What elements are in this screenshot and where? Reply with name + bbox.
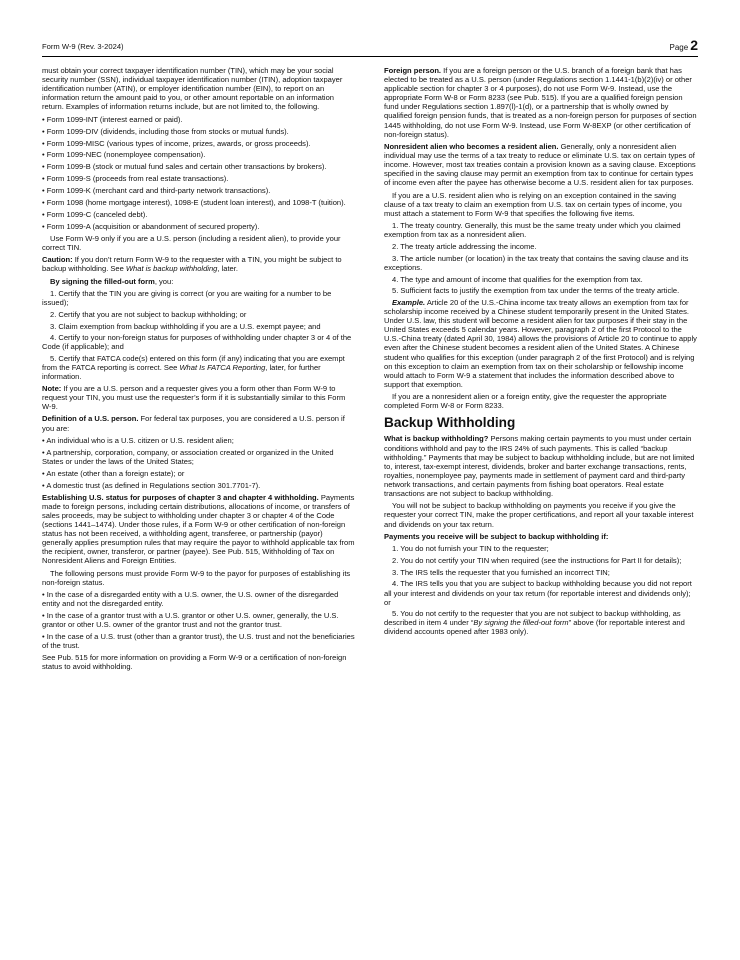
intro-paragraph: must obtain your correct taxpayer identification number (TIN), which may be your social security number (SSN), individual taxpayer identification number (ITIN), adoption taxpayer identification number (ATIN), or employer identification number (EIN), to report on an information return the amount paid to you, or other amount reportable on an information return. Examples of information returns include, but are not limited to, the following. [42,66,343,112]
use-w9-paragraph: Use Form W-9 only if you are a U.S. person (including a resident alien), to provide your correct TIN. [42,233,341,252]
following-persons-paragraph: The following persons must provide Form W-9 to the payor for purposes of establishing its non-foreign status. [42,568,351,587]
payment-item-3: 3. The IRS tells the requester that you furnished an incorrect TIN; [392,567,610,577]
caution-reference: What is backup withholding [125,264,218,274]
treaty-item-1: 1. The treaty country. Generally, this must be the same treaty under which you claimed exemption from tax as a nonresident alien. [384,221,681,240]
definition-bullet-individual: • An individual who is a U.S. citizen or U.S. resident alien; [42,435,234,445]
payments-subject-heading: Payments you receive will be subject to backup withholding if: [384,531,609,541]
payment-item-5: 5. You do not certify to the requester that you are not subject to backup withholding, as described in item 4 under “By signing the filled-out form” above (for reportable interest and dividend accounts opened after 1983 only). [384,609,685,637]
signing-item-2: 2. Certify that you are not subject to backup withholding; or [50,309,247,319]
signing-paragraph: By signing the filled-out form, you: [50,276,174,286]
note-paragraph: Note: If you are a U.S. person and a requester gives you a form other than Form W-9 to request your TIN, you must use the requester’s form if it is substantially similar to this Form W-9. [42,383,346,412]
treaty-item-5: 5. Sufficient facts to justify the exemption from tax under the terms of the treaty article. [392,286,680,296]
form-identifier: Form W-9 (Rev. 3-2024) [42,42,124,51]
signing-item-1: 1. Certify that the TIN you are giving is correct (or you are waiting for a number to be issued); [42,289,332,308]
bullet-1099-a: • Form 1099-A (acquisition or abandonment of secured property). [42,221,260,231]
pub515-paragraph: See Pub. 515 for more information on providing a Form W-9 or a certification of non-foreign status to avoid withholding. [42,653,347,672]
definition-bullet-trust: • A domestic trust (as defined in Regulations section 301.7701-7). [42,480,261,490]
bullet-1099-nec: • Form 1099-NEC (nonemployee compensation). [42,150,206,160]
example-label: Example. [392,298,426,308]
nonresident-give-paragraph: If you are a nonresident alien or a foreign entity, give the requester the appropriate completed Form W-8 or Form 8233. [384,392,667,411]
signing-item-3: 3. Claim exemption from backup withholding if you are a U.S. exempt payee; and [50,321,321,331]
foreign-person-label: Foreign person. [384,66,442,75]
not-subject-paragraph: You will not be subject to backup withholding on payments you receive if you give the requester your correct TIN, make the proper certifications, and report all your taxable interest and dividends on your tax return. [384,501,694,529]
payment-item-4: 4. The IRS tells you that you are subject to backup withholding because you did not report all your interest and dividends on your tax return (for reportable interest and dividends only); or [384,579,692,607]
bullet-1099-s: • Form 1099-S (proceeds from real estate transactions). [42,174,229,184]
status-bullet-us-trust: • In the case of a U.S. trust (other than a grantor trust), the U.S. trust and not the beneficiaries of the trust. [42,632,355,651]
bullet-1099-b: • Form 1099-B (stock or mutual fund sales and certain other transactions by brokers). [42,162,327,172]
page-word: Page [669,43,689,52]
page-header [42,37,698,54]
fatca-reference: What Is FATCA Reporting [179,363,266,373]
caution-label: Caution: [42,255,73,265]
treaty-item-4: 4. The type and amount of income that qualifies for the exemption from tax. [392,274,643,284]
signing-item-5: 5. Certify that FATCA code(s) entered on this form (if any) indicating that you are exempt from the FATCA reporting is correct. See What Is FATCA Reporting, later, for further information. [42,353,345,382]
example-paragraph: Example. Article 20 of the U.S.-China income tax treaty allows an exemption from tax for scholarship income received by a Chinese student temporarily present in the United States. Under U.S. law, this student will become a resident alien for tax purposes if their stay in the United States exceeds 5 calendar years. However, paragraph 2 of the first Protocol to the U.S.-China treaty (dated April 30, 1984) allows the provisions of Article 20 to continue to apply even after the Chinese student becomes a resident alien of the United States. A Chinese student who qualifies for this exception (under paragraph 2 of the first Protocol) and is relying on this exception to claim an exemption from tax on their scholarship or fellowship income would attach to Form W-9 a statement that includes the information described above to support that exemption. [384,298,697,389]
what-is-backup-label: What is backup withholding? [384,434,489,444]
page-number: 2 [690,37,698,53]
bullet-1098: • Form 1098 (home mortgage interest), 1098-E (student loan interest), and 1098-T (tuition). [42,198,346,207]
treaty-item-3: 3. The article number (or location) in the tax treaty that contains the saving clause and its exceptions. [384,253,689,272]
bullet-1099-div: • Form 1099-DIV (dividends, including those from stocks or mutual funds). [42,126,289,136]
left-column [42,66,355,675]
bullet-1099-int: • Form 1099-INT (interest earned or paid). [42,114,183,124]
status-bullet-grantor: • In the case of a grantor trust with a U.S. grantor or other U.S. owner, generally, the U.S. grantor or other U.S. owner of the grantor trust and not the grantor trust. [42,611,339,630]
bullet-1099-c: • Form 1099-C (canceled debt). [42,209,148,219]
payment-item-1: 1. You do not furnish your TIN to the requester; [392,544,549,554]
definition-bullet-partnership: • A partnership, corporation, company, or association created or organized in the United States or under the laws of the United States; [42,447,334,466]
page-number-label [670,37,698,53]
foreign-person-paragraph: Foreign person. If you are a foreign person or the U.S. branch of a foreign bank that has elected to be treated as a U.S. person (under Regulations section 1.1441-1(b)(2)(iv) or other applicable section for chapter 3 or 4 purposes), do not use Form W-9. Instead, use the appropriate Form W-8 or Form 8233 (see Pub. 515). If you are a qualified foreign pension fund under Regulations section 1.897(l)-1(d), or a partnership that is wholly owned by qualified foreign pension funds, that is treated as a non-foreign person for purposes of section 1445 withholding, do not use Form W-9. Instead, use Form W-8EXP (or other certification of non-foreign status). [384,66,697,139]
signing-form-reference: By signing the filled-out form [473,618,569,628]
bullet-1099-misc: • Form 1099-MISC (various types of income, prizes, awards, or gross proceeds). [42,138,311,148]
treaty-item-2: 2. The treaty article addressing the income. [392,242,537,252]
nonresident-alien-label: Nonresident alien who becomes a resident alien. [384,142,559,152]
establishing-status-label: Establishing U.S. status for purposes of chapter 3 and chapter 4 withholding. [42,492,319,502]
caution-paragraph: Caution: If you don’t return Form W-9 to the requester with a TIN, you might be subject to backup withholding. See What is backup withholding, later. [42,255,342,274]
status-bullet-disregarded: • In the case of a disregarded entity with a U.S. owner, the U.S. owner of the disregarded entity and not the disregarded entity. [42,590,339,609]
right-column [384,66,698,639]
definition-bullet-estate: • An estate (other than a foreign estate); or [42,468,185,478]
definition-label: Definition of a U.S. person. [42,414,139,424]
what-is-backup-paragraph: What is backup withholding? Persons making certain payments to you must under certain conditions withhold and pay to the IRS 24% of such payments. This is called “backup withholding.” Payments that may be subject to backup withholding include, but are not limited to, interest, tax-exempt interest, dividends, broker and barter exchange transactions, rents, royalties, nonemployee pay, payments made in settlement of payment card and third-party network transactions, and certain payments from fishing boat operators. Real estate transactions are not subject to backup withholding. [384,434,695,498]
nonresident-alien-paragraph: Nonresident alien who becomes a resident alien. Generally, only a nonresident alien individual may use the terms of a tax treaty to reduce or eliminate U.S. tax on certain types of income. However, most tax treaties contain a provision known as a saving clause. Exceptions specified in the saving clause may permit an exemption from tax to continue for certain types of income even after the payee has otherwise become a U.S. resident alien for tax purposes. [384,142,696,188]
treaty-paragraph: If you are a U.S. resident alien who is relying on an exception contained in the saving clause of a tax treaty to claim an exemption from U.S. tax on certain types of income, you must attach a statement to Form W-9 that specifies the following five items. [384,190,682,218]
note-label: Note: [42,383,62,393]
establishing-status-paragraph: Establishing U.S. status for purposes of chapter 3 and chapter 4 withholding. Payments made to foreign persons, including certain distributions, allocations of income, or transfers of sales proceeds, may be subject to withholding under chapter 3 or chapter 4 of the Code (sections 1441–1474). Under those rules, if a Form W-9 or other certification of non-foreign status has not been received, a withholding agent, transferee, or partnership (payor) generally applies presumption rules that may require the payor to withhold applicable tax from the recipient, owner, transferor, or partner (payee). See Pub. 515, Withholding of Tax on Nonresident Aliens and Foreign Entities. [42,492,355,566]
definition-paragraph: Definition of a U.S. person. For federal tax purposes, you are considered a U.S. person if you are: [42,414,345,433]
header-rule [42,56,698,57]
bullet-1099-k: • Form 1099-K (merchant card and third-party network transactions). [42,186,271,196]
payment-item-2: 2. You do not certify your TIN when required (see the instructions for Part II for details); [392,556,682,566]
signing-label: By signing the filled-out form [50,276,155,286]
signing-item-4: 4. Certify to your non-foreign status for purposes of withholding under chapter 3 or 4 of the Code (if applicable); and [42,333,352,352]
backup-withholding-heading: Backup Withholding [384,415,516,431]
